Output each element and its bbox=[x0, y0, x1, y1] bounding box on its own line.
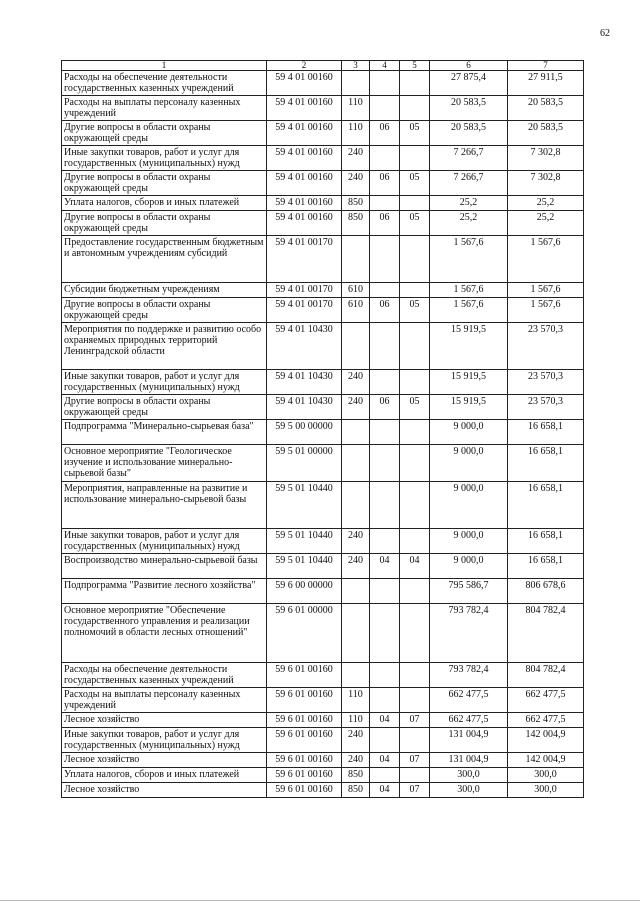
row-expense-type: 240 bbox=[342, 728, 370, 753]
row-subsection bbox=[400, 688, 430, 713]
row-subsection: 05 bbox=[400, 121, 430, 146]
row-amount-year2: 804 782,4 bbox=[508, 663, 584, 688]
header-cell: 3 bbox=[342, 61, 370, 71]
row-code: 59 6 01 00160 bbox=[267, 728, 342, 753]
row-amount-year1: 1 567,6 bbox=[430, 298, 508, 323]
header-cell: 5 bbox=[400, 61, 430, 71]
row-amount-year2: 1 567,6 bbox=[508, 236, 584, 283]
table-row bbox=[62, 323, 584, 370]
row-subsection bbox=[400, 146, 430, 171]
row-name: Лесное хозяйство bbox=[62, 713, 267, 728]
row-expense-type bbox=[342, 71, 370, 96]
row-code: 59 4 01 00160 bbox=[267, 121, 342, 146]
row-section bbox=[370, 768, 400, 783]
row-subsection bbox=[400, 71, 430, 96]
row-code: 59 5 00 00000 bbox=[267, 420, 342, 445]
row-amount-year1: 795 586,7 bbox=[430, 579, 508, 604]
row-subsection bbox=[400, 482, 430, 529]
row-amount-year1: 662 477,5 bbox=[430, 713, 508, 728]
row-amount-year1: 1 567,6 bbox=[430, 236, 508, 283]
row-amount-year1: 20 583,5 bbox=[430, 121, 508, 146]
row-name: Иные закупки товаров, работ и услуг для государственных (муниципальных) нужд bbox=[62, 146, 267, 171]
table-row bbox=[62, 211, 584, 236]
budget-table bbox=[61, 60, 584, 798]
row-section bbox=[370, 420, 400, 445]
row-section bbox=[370, 529, 400, 554]
row-name: Другие вопросы в области охраны окружающей среды bbox=[62, 171, 267, 196]
row-code: 59 4 01 00160 bbox=[267, 96, 342, 121]
row-section: 04 bbox=[370, 783, 400, 798]
row-section: 04 bbox=[370, 713, 400, 728]
table-row bbox=[62, 663, 584, 688]
row-expense-type bbox=[342, 445, 370, 482]
table-row bbox=[62, 728, 584, 753]
row-amount-year2: 23 570,3 bbox=[508, 395, 584, 420]
row-expense-type bbox=[342, 579, 370, 604]
row-expense-type: 850 bbox=[342, 196, 370, 211]
row-name: Основное мероприятие "Геологическое изучение и использование минерально-сырьевой базы" bbox=[62, 445, 267, 482]
table-row bbox=[62, 370, 584, 395]
table-row bbox=[62, 554, 584, 579]
table-row bbox=[62, 768, 584, 783]
row-name: Уплата налогов, сборов и иных платежей bbox=[62, 196, 267, 211]
row-amount-year1: 7 266,7 bbox=[430, 171, 508, 196]
row-name: Подпрограмма "Минерально-сырьевая база" bbox=[62, 420, 267, 445]
row-section bbox=[370, 196, 400, 211]
row-name: Лесное хозяйство bbox=[62, 783, 267, 798]
row-amount-year1: 20 583,5 bbox=[430, 96, 508, 121]
row-subsection bbox=[400, 420, 430, 445]
row-code: 59 6 01 00000 bbox=[267, 604, 342, 663]
table-row bbox=[62, 783, 584, 798]
table-row bbox=[62, 445, 584, 482]
row-code: 59 4 01 10430 bbox=[267, 323, 342, 370]
row-name: Расходы на обеспечение деятельности государственных казенных учреждений bbox=[62, 663, 267, 688]
table-row bbox=[62, 146, 584, 171]
row-section bbox=[370, 71, 400, 96]
row-amount-year2: 16 658,1 bbox=[508, 554, 584, 579]
row-name: Другие вопросы в области охраны окружающей среды bbox=[62, 395, 267, 420]
row-amount-year1: 27 875,4 bbox=[430, 71, 508, 96]
row-code: 59 6 01 00160 bbox=[267, 783, 342, 798]
row-name: Расходы на выплаты персоналу казенных учреждений bbox=[62, 96, 267, 121]
row-subsection: 05 bbox=[400, 395, 430, 420]
row-amount-year2: 16 658,1 bbox=[508, 482, 584, 529]
row-amount-year2: 300,0 bbox=[508, 783, 584, 798]
row-amount-year1: 793 782,4 bbox=[430, 604, 508, 663]
row-section: 06 bbox=[370, 298, 400, 323]
row-code: 59 4 01 00160 bbox=[267, 71, 342, 96]
header-row bbox=[62, 61, 584, 71]
row-code: 59 6 01 00160 bbox=[267, 768, 342, 783]
row-subsection bbox=[400, 370, 430, 395]
row-expense-type: 850 bbox=[342, 211, 370, 236]
row-code: 59 4 01 00160 bbox=[267, 146, 342, 171]
row-name: Расходы на обеспечение деятельности государственных казенных учреждений bbox=[62, 71, 267, 96]
row-code: 59 4 01 10430 bbox=[267, 370, 342, 395]
row-expense-type: 240 bbox=[342, 554, 370, 579]
row-expense-type: 610 bbox=[342, 283, 370, 298]
row-amount-year1: 793 782,4 bbox=[430, 663, 508, 688]
row-subsection bbox=[400, 196, 430, 211]
row-subsection bbox=[400, 768, 430, 783]
row-section bbox=[370, 579, 400, 604]
row-code: 59 5 01 10440 bbox=[267, 529, 342, 554]
row-subsection bbox=[400, 236, 430, 283]
row-section bbox=[370, 236, 400, 283]
row-expense-type: 240 bbox=[342, 395, 370, 420]
row-name: Предоставление государственным бюджетным и автономным учреждениям субсидий bbox=[62, 236, 267, 283]
row-amount-year1: 131 004,9 bbox=[430, 728, 508, 753]
row-amount-year1: 1 567,6 bbox=[430, 283, 508, 298]
table-row bbox=[62, 482, 584, 529]
row-expense-type: 850 bbox=[342, 783, 370, 798]
table-row bbox=[62, 171, 584, 196]
row-amount-year1: 25,2 bbox=[430, 211, 508, 236]
row-amount-year1: 300,0 bbox=[430, 768, 508, 783]
row-amount-year2: 806 678,6 bbox=[508, 579, 584, 604]
row-amount-year2: 27 911,5 bbox=[508, 71, 584, 96]
row-amount-year2: 804 782,4 bbox=[508, 604, 584, 663]
row-section: 04 bbox=[370, 554, 400, 579]
row-code: 59 6 01 00160 bbox=[267, 688, 342, 713]
row-amount-year2: 1 567,6 bbox=[508, 283, 584, 298]
row-name: Другие вопросы в области охраны окружающей среды bbox=[62, 211, 267, 236]
row-amount-year2: 16 658,1 bbox=[508, 420, 584, 445]
row-section bbox=[370, 728, 400, 753]
row-amount-year1: 15 919,5 bbox=[430, 395, 508, 420]
header-cell: 4 bbox=[370, 61, 400, 71]
row-name: Субсидии бюджетным учреждениям bbox=[62, 283, 267, 298]
row-expense-type: 240 bbox=[342, 146, 370, 171]
row-amount-year2: 25,2 bbox=[508, 196, 584, 211]
row-section: 06 bbox=[370, 395, 400, 420]
row-section bbox=[370, 663, 400, 688]
row-subsection bbox=[400, 529, 430, 554]
row-amount-year2: 16 658,1 bbox=[508, 529, 584, 554]
table-row bbox=[62, 71, 584, 96]
row-subsection bbox=[400, 323, 430, 370]
row-amount-year1: 300,0 bbox=[430, 783, 508, 798]
row-code: 59 4 01 00160 bbox=[267, 171, 342, 196]
row-expense-type: 850 bbox=[342, 768, 370, 783]
row-section bbox=[370, 146, 400, 171]
table-row bbox=[62, 283, 584, 298]
row-expense-type: 110 bbox=[342, 688, 370, 713]
row-name: Лесное хозяйство bbox=[62, 753, 267, 768]
row-expense-type: 240 bbox=[342, 753, 370, 768]
row-subsection: 05 bbox=[400, 211, 430, 236]
table-row bbox=[62, 96, 584, 121]
table-row bbox=[62, 298, 584, 323]
header-cell: 1 bbox=[62, 61, 267, 71]
row-code: 59 4 01 00170 bbox=[267, 236, 342, 283]
row-code: 59 6 01 00160 bbox=[267, 753, 342, 768]
row-expense-type: 610 bbox=[342, 298, 370, 323]
row-expense-type: 110 bbox=[342, 713, 370, 728]
row-amount-year1: 9 000,0 bbox=[430, 529, 508, 554]
row-subsection bbox=[400, 283, 430, 298]
scan-edge bbox=[0, 900, 640, 901]
row-subsection bbox=[400, 445, 430, 482]
row-section: 06 bbox=[370, 171, 400, 196]
row-subsection: 05 bbox=[400, 298, 430, 323]
row-amount-year2: 7 302,8 bbox=[508, 146, 584, 171]
row-subsection: 07 bbox=[400, 713, 430, 728]
row-section bbox=[370, 604, 400, 663]
row-amount-year2: 1 567,6 bbox=[508, 298, 584, 323]
row-subsection: 07 bbox=[400, 783, 430, 798]
row-amount-year1: 25,2 bbox=[430, 196, 508, 211]
row-amount-year1: 662 477,5 bbox=[430, 688, 508, 713]
row-expense-type: 240 bbox=[342, 529, 370, 554]
row-amount-year2: 23 570,3 bbox=[508, 370, 584, 395]
row-subsection: 05 bbox=[400, 171, 430, 196]
row-code: 59 4 01 00170 bbox=[267, 298, 342, 323]
row-expense-type: 240 bbox=[342, 370, 370, 395]
row-subsection bbox=[400, 96, 430, 121]
table-row bbox=[62, 688, 584, 713]
row-expense-type bbox=[342, 604, 370, 663]
table-row bbox=[62, 236, 584, 283]
row-code: 59 4 01 00170 bbox=[267, 283, 342, 298]
row-amount-year1: 9 000,0 bbox=[430, 482, 508, 529]
row-name: Подпрограмма "Развитие лесного хозяйства" bbox=[62, 579, 267, 604]
row-expense-type: 110 bbox=[342, 96, 370, 121]
row-amount-year2: 7 302,8 bbox=[508, 171, 584, 196]
row-amount-year1: 9 000,0 bbox=[430, 420, 508, 445]
row-amount-year1: 15 919,5 bbox=[430, 323, 508, 370]
row-subsection bbox=[400, 728, 430, 753]
table-row bbox=[62, 196, 584, 211]
row-section: 06 bbox=[370, 211, 400, 236]
row-amount-year1: 9 000,0 bbox=[430, 554, 508, 579]
row-name: Расходы на выплаты персоналу казенных учреждений bbox=[62, 688, 267, 713]
row-subsection: 07 bbox=[400, 753, 430, 768]
row-amount-year1: 131 004,9 bbox=[430, 753, 508, 768]
row-section: 06 bbox=[370, 121, 400, 146]
row-expense-type bbox=[342, 663, 370, 688]
row-name: Иные закупки товаров, работ и услуг для государственных (муниципальных) нужд bbox=[62, 370, 267, 395]
header-cell: 6 bbox=[430, 61, 508, 71]
row-name: Мероприятия, направленные на развитие и использование минерально-сырьевой базы bbox=[62, 482, 267, 529]
page-number: 62 bbox=[600, 28, 610, 39]
row-subsection bbox=[400, 579, 430, 604]
row-amount-year2: 300,0 bbox=[508, 768, 584, 783]
row-amount-year2: 25,2 bbox=[508, 211, 584, 236]
row-section bbox=[370, 96, 400, 121]
row-code: 59 4 01 00160 bbox=[267, 196, 342, 211]
row-amount-year2: 23 570,3 bbox=[508, 323, 584, 370]
row-name: Другие вопросы в области охраны окружающей среды bbox=[62, 121, 267, 146]
row-amount-year2: 20 583,5 bbox=[508, 96, 584, 121]
row-expense-type bbox=[342, 482, 370, 529]
row-expense-type bbox=[342, 420, 370, 445]
row-expense-type: 240 bbox=[342, 171, 370, 196]
row-name: Иные закупки товаров, работ и услуг для государственных (муниципальных) нужд bbox=[62, 529, 267, 554]
table-row bbox=[62, 604, 584, 663]
table-row bbox=[62, 420, 584, 445]
row-section bbox=[370, 370, 400, 395]
row-section bbox=[370, 283, 400, 298]
row-code: 59 4 01 00160 bbox=[267, 211, 342, 236]
row-amount-year1: 9 000,0 bbox=[430, 445, 508, 482]
row-code: 59 6 00 00000 bbox=[267, 579, 342, 604]
row-section bbox=[370, 445, 400, 482]
row-subsection bbox=[400, 604, 430, 663]
row-code: 59 6 01 00160 bbox=[267, 713, 342, 728]
header-cell: 7 bbox=[508, 61, 584, 71]
row-section: 04 bbox=[370, 753, 400, 768]
row-amount-year2: 142 004,9 bbox=[508, 728, 584, 753]
row-amount-year2: 20 583,5 bbox=[508, 121, 584, 146]
table-row bbox=[62, 579, 584, 604]
table-row bbox=[62, 713, 584, 728]
row-expense-type: 110 bbox=[342, 121, 370, 146]
row-code: 59 6 01 00160 bbox=[267, 663, 342, 688]
row-name: Воспроизводство минерально-сырьевой базы bbox=[62, 554, 267, 579]
row-code: 59 5 01 10440 bbox=[267, 554, 342, 579]
row-section bbox=[370, 482, 400, 529]
row-code: 59 4 01 10430 bbox=[267, 395, 342, 420]
row-amount-year2: 662 477,5 bbox=[508, 688, 584, 713]
row-name: Основное мероприятие "Обеспечение государственного управления и реализации полномочий в области лесных отношений" bbox=[62, 604, 267, 663]
row-name: Мероприятия по поддержке и развитию особо охраняемых природных территорий Ленинградской области bbox=[62, 323, 267, 370]
row-section bbox=[370, 323, 400, 370]
row-name: Другие вопросы в области охраны окружающей среды bbox=[62, 298, 267, 323]
table-row bbox=[62, 529, 584, 554]
row-subsection: 04 bbox=[400, 554, 430, 579]
table-row bbox=[62, 121, 584, 146]
row-subsection bbox=[400, 663, 430, 688]
row-expense-type bbox=[342, 323, 370, 370]
row-expense-type bbox=[342, 236, 370, 283]
table-row bbox=[62, 395, 584, 420]
row-amount-year2: 142 004,9 bbox=[508, 753, 584, 768]
row-amount-year1: 15 919,5 bbox=[430, 370, 508, 395]
row-code: 59 5 01 10440 bbox=[267, 482, 342, 529]
row-amount-year2: 662 477,5 bbox=[508, 713, 584, 728]
row-code: 59 5 01 00000 bbox=[267, 445, 342, 482]
row-name: Уплата налогов, сборов и иных платежей bbox=[62, 768, 267, 783]
row-amount-year1: 7 266,7 bbox=[430, 146, 508, 171]
row-amount-year2: 16 658,1 bbox=[508, 445, 584, 482]
table-row bbox=[62, 753, 584, 768]
header-cell: 2 bbox=[267, 61, 342, 71]
row-section bbox=[370, 688, 400, 713]
row-name: Иные закупки товаров, работ и услуг для государственных (муниципальных) нужд bbox=[62, 728, 267, 753]
